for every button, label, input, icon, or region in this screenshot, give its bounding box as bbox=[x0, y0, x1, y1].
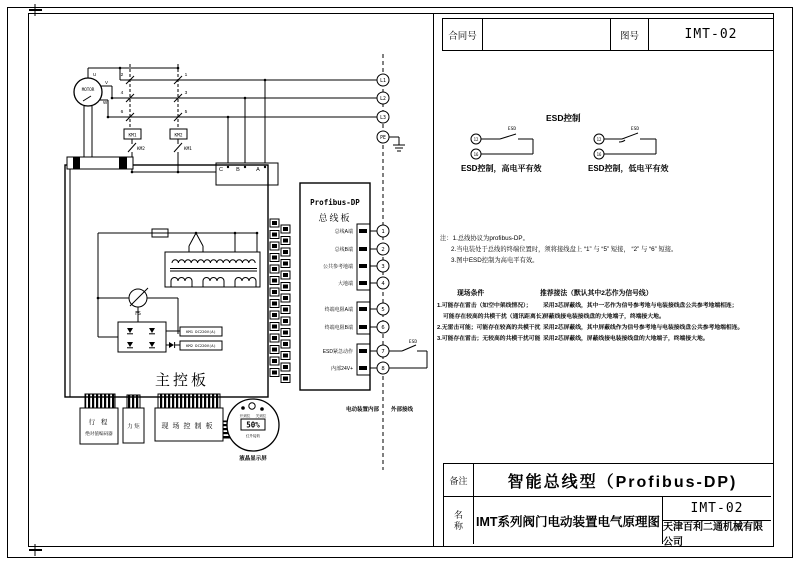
esd-low-terminal-16: 16 bbox=[596, 151, 602, 157]
rec-row-2: 屏蔽线接电装接线盘的大地端子，终端接大地。 bbox=[543, 314, 665, 320]
phase-c-label: C bbox=[219, 167, 223, 173]
contact-5: 5 bbox=[184, 110, 188, 115]
bus-board-title: Profibus-DP bbox=[310, 198, 360, 207]
esd-low-caption: ESD控制，低电平有效 bbox=[588, 164, 669, 173]
drawing-no-value: IMT-02 bbox=[684, 27, 738, 42]
internal-side-label: 电动装置内部 bbox=[345, 407, 379, 413]
name-label-top: 名 bbox=[453, 509, 463, 520]
recommended-wiring-header: 推荐接法（默认其中2芯作为信号线） bbox=[540, 290, 653, 297]
external-side-label: 外部接线 bbox=[391, 407, 414, 413]
note-line-3: 3.图中ESD控制为高电平有效。 bbox=[451, 257, 539, 264]
note-line-2: 2.当电装处于总线的终端位置时，须将接线盘上 “1” 与 “5” 短接， “2” 与 “6” 短接。 bbox=[451, 246, 678, 253]
site-conditions-header: 现场条件 bbox=[457, 290, 485, 297]
aux-contact-km1-label: KM1 bbox=[184, 147, 192, 152]
io-modules-group bbox=[80, 394, 233, 444]
contact-2: 2 bbox=[120, 73, 124, 78]
contact-3: 3 bbox=[184, 91, 188, 96]
torque-box-label: 力 矩 bbox=[127, 424, 140, 430]
contract-label: 合同号 bbox=[443, 19, 483, 50]
bus-terminal-7-label: ESD紧急动作 bbox=[322, 349, 353, 355]
name-value: IMT系列阀门电动装置电气原理图 bbox=[474, 497, 663, 544]
bus-terminal-5-label: 终端电阻A端 bbox=[324, 307, 353, 313]
transformer-group bbox=[98, 229, 260, 337]
main-board-group bbox=[65, 157, 268, 397]
rectifier-group bbox=[97, 288, 222, 352]
ground-icon bbox=[389, 137, 405, 151]
company-name: 天津百利二通机械有限公司 bbox=[663, 521, 763, 548]
bus-terminal-3-no: 3 bbox=[381, 264, 385, 271]
l2-terminal: L2 bbox=[380, 97, 386, 102]
rec-row-3: 采用2芯屏蔽线，其中屏蔽线作为信号参考地与电装接线盘公共参考地端相连。 bbox=[543, 325, 744, 331]
contact-6: 6 bbox=[120, 110, 124, 115]
rec-row-4: 采用2芯屏蔽线，屏蔽线接电装接线盘的大地端子，终端接大地。 bbox=[543, 336, 709, 342]
note-line-1: 注：1.总线协议为profibus-DP。 bbox=[440, 235, 529, 242]
site-row-3: 2.无雷击可能；可能存在较高的共模干扰 bbox=[437, 325, 541, 331]
bus-terminal-8-no: 8 bbox=[381, 366, 385, 373]
supply-terminals-group bbox=[377, 74, 405, 151]
bus-terminal-6-label: 终端电阻B端 bbox=[324, 325, 353, 331]
encoder-box-label: 绝对值编码器 bbox=[85, 431, 113, 436]
km2-coil-label: KM2 bbox=[174, 133, 183, 139]
esd-high-terminal-12: 12 bbox=[473, 136, 479, 142]
travel-box-label: 行 程 bbox=[88, 419, 110, 426]
contact-1: 1 bbox=[184, 73, 188, 78]
bus-terminal-6-no: 6 bbox=[381, 325, 385, 332]
esd-low-terminal-12: 12 bbox=[596, 136, 602, 142]
phase-u-label: U bbox=[93, 72, 97, 77]
model-number: IMT-02 bbox=[663, 497, 771, 521]
bus-terminal-7-no: 7 bbox=[381, 349, 385, 356]
lcd-caption: 液晶显示屏 bbox=[239, 456, 267, 462]
field-board-label: 现场控制板 bbox=[161, 423, 217, 430]
lcd-led-right-icon bbox=[260, 407, 264, 411]
aux-contact-km2-label: KM2 bbox=[137, 147, 145, 152]
lcd-led-left-icon bbox=[241, 406, 245, 410]
bus-terminal-2-label: 总线B端 bbox=[334, 247, 353, 253]
contact-4: 4 bbox=[120, 91, 124, 96]
site-row-2: 可能存在较高的共模干扰（通讯距离长） bbox=[443, 314, 548, 320]
lcd-group bbox=[227, 399, 279, 462]
l3-terminal: L3 bbox=[380, 116, 386, 121]
esd-high-caption: ESD控制，高电平有效 bbox=[461, 164, 542, 173]
bus-terminal-4-no: 4 bbox=[381, 281, 385, 288]
bus-terminal-1-no: 1 bbox=[381, 229, 385, 236]
coil-bottom-label: KM2 DC220V(A) bbox=[186, 343, 216, 348]
site-row-1: 1.可能存在雷击（如空中架线情况）； bbox=[437, 303, 532, 309]
bus-terminal-2-no: 2 bbox=[381, 247, 385, 254]
lcd-position-value: 50% bbox=[246, 420, 260, 430]
bus-terminal-3-label: 公共参考地端 bbox=[322, 264, 353, 270]
l1-terminal: L1 bbox=[380, 79, 386, 84]
motor-label: MOTOR bbox=[81, 87, 95, 92]
coil-top-label: KM1 DC220V(A) bbox=[186, 329, 216, 334]
site-row-4: 3.可能存在雷击；无较高的共模干扰可能 bbox=[437, 336, 541, 342]
phase-a-label: A bbox=[256, 167, 260, 173]
lcd-open-indicator-label: 开到位 bbox=[239, 414, 251, 418]
esd-high-terminal-16: 16 bbox=[473, 151, 479, 157]
phase-b-label: B bbox=[236, 167, 240, 173]
phase-v-label: V bbox=[105, 80, 109, 85]
esd-high-switch-label: ESD bbox=[507, 127, 517, 132]
fs-label: FS bbox=[135, 312, 141, 317]
bus-terminal-8-label: 内部24V+ bbox=[331, 366, 353, 372]
drawing-no-label: 图号 bbox=[611, 19, 649, 50]
boundary-labels-group bbox=[346, 405, 414, 413]
remark-value: 智能总线型（Profibus-DP) bbox=[474, 464, 771, 497]
bus-board-subtitle: 总线板 bbox=[318, 213, 352, 223]
bus-terminal-4-label: 大地端 bbox=[337, 281, 353, 287]
bus-esd-switch-label: ESD bbox=[408, 340, 418, 345]
phase-w-label: W bbox=[103, 100, 108, 105]
pe-terminal: PE bbox=[380, 136, 386, 141]
esd-detail-group bbox=[471, 126, 656, 159]
lcd-close-indicator-label: 关到位 bbox=[255, 414, 267, 418]
name-label-bottom: 称 bbox=[453, 520, 463, 531]
registration-marks bbox=[29, 4, 42, 556]
lcd-ir-label: 红外接收 bbox=[245, 434, 261, 438]
motor-group bbox=[74, 68, 113, 157]
terminal-strip-group bbox=[270, 219, 290, 383]
bus-terminal-1-label: 总线A端 bbox=[334, 229, 353, 235]
main-board-label: 主控板 bbox=[154, 372, 210, 389]
km1-coil-label: KM1 bbox=[128, 133, 137, 139]
bus-board-group bbox=[300, 183, 427, 390]
esd-section-title: ESD控制 bbox=[546, 113, 581, 123]
esd-low-switch-label: ESD bbox=[630, 127, 640, 132]
rec-row-1: 采用3芯屏蔽线，其中一芯作为信号参考地与电装接线盘公共参考地端相连； bbox=[543, 303, 738, 309]
remark-label: 备注 bbox=[444, 464, 474, 497]
bus-terminal-5-no: 5 bbox=[381, 307, 385, 314]
